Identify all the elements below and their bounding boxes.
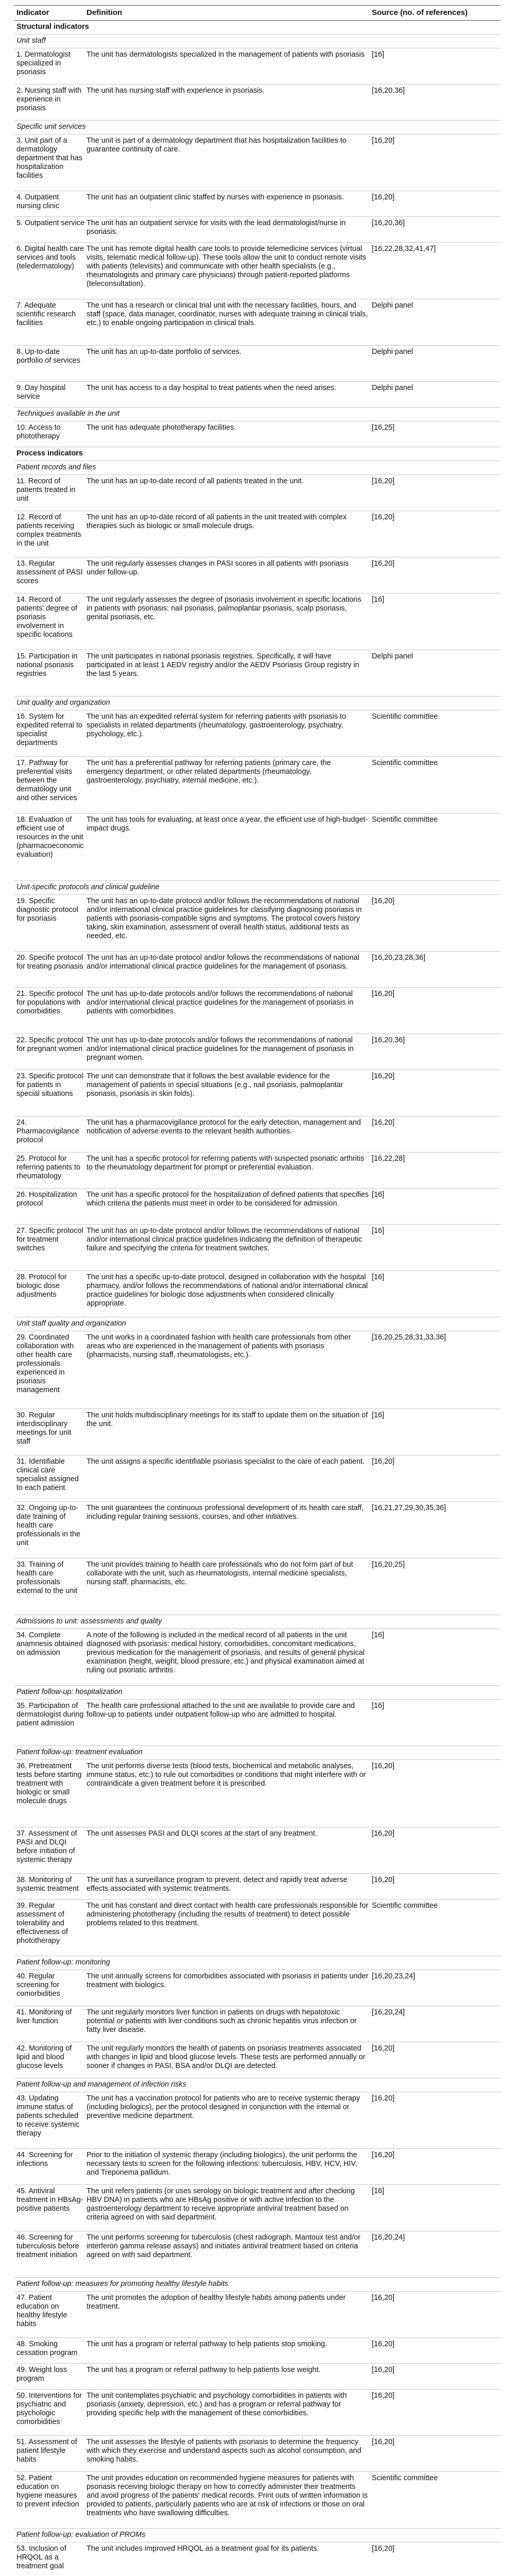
- table-row: [14, 243, 501, 299]
- definition-cell: The unit has up-to-date protocols and/or follows the recommendations of national and/or international clinical practice guidelines for the management of psoriasis in patients with comorbidities.: [87, 990, 354, 1015]
- source-cell: Delphi panel: [372, 652, 414, 660]
- table-header: [14, 5, 501, 21]
- source-cell: [16,22,28,32,41,47]: [372, 245, 436, 253]
- definition-cell: The unit can demonstrate that it follows the best available evidence for the management of patients in special situations (e.g., nail psoriasis, palmoplantar psoriasis, psoriasis in skin folds).: [87, 1072, 344, 1098]
- table-row: [14, 1760, 501, 1827]
- source-cell: [16]: [372, 1702, 385, 1710]
- table-row: [14, 475, 501, 511]
- table-row: [14, 1409, 501, 1455]
- subsection-heading-row: [14, 35, 501, 48]
- header-indicator: Indicator: [16, 8, 49, 17]
- indicator-cell: 50. Interventions for psychiatric and psychologic comorbidities: [16, 2392, 82, 2426]
- indicator-cell: 29. Coordinated collaboration with other health care professionals experienced in psoriasis management: [16, 1333, 74, 1394]
- definition-cell: The unit has a preferential pathway for referring patients (primary care, the emergency department, or other related departments (rheumatology, gastroenterology, psychiatry, internal medicine, etc.).: [87, 759, 331, 785]
- indicator-cell: 12. Record of patients receiving complex treatments in the unit: [16, 513, 81, 548]
- definition-cell: The unit has nursing staff with experience in psoriasis.: [87, 87, 265, 95]
- indicator-cell: 16. System for expedited referral to specialist departments: [16, 713, 82, 747]
- definition-cell: The unit has an up-to-date record of all patients in the unit treated with complex therapies such as biologic or small molecule drugs.: [87, 513, 347, 530]
- source-cell: Scientific committee: [372, 816, 438, 824]
- source-cell: [16,20]: [372, 1458, 395, 1466]
- source-cell: [16,20]: [372, 1072, 395, 1080]
- source-cell: [16,21,27,29,30,35,36]: [372, 1504, 447, 1512]
- definition-cell: The unit has a specific protocol for referring patients with suspected psoriatic arthritis to the rheumatology department for prompt or preferential evaluation.: [87, 1155, 365, 1172]
- definition-cell: The unit contemplates psychiatric and psychology comorbidities in patients with psoriasis (anxiety, depression, etc.) and has a program or referral pathway for providing specific help with the management of these comorbidities.: [87, 2392, 347, 2417]
- indicator-cell: 18. Evaluation of efficient use of resources in the unit (pharmacoeconomic evaluation): [16, 816, 84, 859]
- table-row: [14, 1116, 501, 1153]
- source-cell: [16,20]: [372, 990, 395, 998]
- definition-cell: The unit has a research or clinical trial unit with the necessary facilities, hours, and staff (space, data manager, coordinator, nurses with adequate training in clinical trials, etc.) to enable ongoing participation in clinical trials.: [87, 301, 368, 327]
- table-row: [14, 1874, 501, 1900]
- definition-cell: The unit has access to a day hospital to treat patients when the need arises.: [87, 384, 336, 392]
- definition-cell: The unit assigns a specific identifiable psoriasis specialist to the care of each patient.: [87, 1458, 365, 1466]
- indicator-cell: 38. Monitoring of systemic treatment: [16, 1876, 79, 1893]
- source-cell: [16,20]: [372, 2151, 395, 2159]
- source-cell: [16,20]: [372, 2392, 395, 2400]
- source-cell: [16,25]: [372, 423, 395, 432]
- source-cell: [16,20,25,28,31,33,36]: [372, 1333, 447, 1342]
- definition-cell: The unit performs diverse tests (blood tests, biochemical and metabolic analyses, immune status, etc.) to rule out comorbidities or conditions that might interfere with or contraindicate a given treatment before it is prescribed.: [87, 1762, 366, 1788]
- subsection-heading-row: [14, 1317, 501, 1331]
- table-row: [14, 952, 501, 988]
- table-row: [14, 1070, 501, 1116]
- table-row: [14, 1629, 501, 1686]
- source-cell: Scientific committee: [372, 759, 438, 767]
- table-row: [14, 1153, 501, 1189]
- definition-cell: The unit works in a coordinated fashion with health care professionals from other areas who are experienced in the management of patients with psoriasis (pharmacists, nursing staff, rheumatologists, etc.).: [87, 1333, 351, 1359]
- subsection-heading-row: [14, 121, 501, 134]
- subsection-heading-row: [14, 697, 501, 710]
- table-row: [14, 1189, 501, 1225]
- subsection-heading-row: [14, 461, 501, 475]
- indicator-cell: 9. Day hospital service: [16, 384, 66, 401]
- table-row: [14, 84, 501, 121]
- source-cell: [16,20]: [372, 193, 395, 201]
- table-row: [14, 1331, 501, 1409]
- source-cell: [16,20]: [372, 2438, 395, 2446]
- table-row: [14, 217, 501, 243]
- section-heading-row: [14, 447, 501, 461]
- definition-cell: The unit is part of a dermatology department that has hospitalization facilities to guarantee continuity of care.: [87, 137, 347, 154]
- source-cell: [16]: [372, 50, 385, 59]
- definition-cell: The unit has a surveillance program to prevent, detect and rapidly treat adverse effects associated with systemic treatments.: [87, 1876, 348, 1893]
- indicator-cell: 34. Complete anamnesis obtained on admission: [16, 1631, 83, 1657]
- indicator-cell: 43. Updating immune status of patients scheduled to receive systemic therapy: [16, 2094, 80, 2138]
- source-cell: Delphi panel: [372, 348, 414, 356]
- table-row: [14, 650, 501, 697]
- group-label: Patient follow-up: monitoring: [16, 1958, 110, 1967]
- definition-cell: The unit includes improved HRQOL as a treatment goal for its patients.: [87, 2545, 319, 2553]
- indicator-cell: 8. Up-to-date portfolio of services: [16, 348, 80, 365]
- indicator-cell: 36. Pretreatment tests before starting treatment with biologic or small molecule drugs: [16, 1762, 82, 1805]
- header-source: Source (no. of references): [372, 8, 468, 17]
- source-cell: [16,20,23,28,36]: [372, 954, 426, 962]
- source-cell: Scientific committee: [372, 1902, 438, 1910]
- indicator-cell: 33. Training of health care professionals external to the unit: [16, 1561, 78, 1595]
- indicator-cell: 51. Assessment of patient lifestyle habits: [16, 2438, 77, 2464]
- group-label: Unit-specific protocols and clinical guideline: [16, 883, 160, 891]
- definition-cell: The unit participates in national psoriasis registries. Specifically, it will have participated in at least 1 AEDV registry and/or the AEDV Psoriasis Group registry in the last 5 years.: [87, 652, 359, 678]
- table-row: [14, 1900, 501, 1956]
- table-row: [14, 1558, 501, 1615]
- table-row: [14, 2006, 501, 2042]
- definition-cell: The unit has a pharmacovigilance protocol for the early detection, management and notification of adverse events to the relevant health authorities.: [87, 1118, 361, 1136]
- table-row: [14, 299, 501, 346]
- indicator-cell: 35. Participation of dermatologist during patient admission: [16, 1702, 84, 1727]
- source-cell: Scientific committee: [372, 2474, 438, 2482]
- group-label: Structural indicators: [16, 23, 89, 31]
- definition-cell: The unit has an up-to-date protocol and/or follows the recommendations of national and/or international clinical practice guidelines for the management of psoriasis.: [87, 954, 359, 971]
- group-label: Patient follow-up: hospitalization: [16, 1688, 123, 1696]
- source-cell: Delphi panel: [372, 301, 414, 310]
- definition-cell: The unit refers patients (or uses serology on biologic treatment and after checking HBV DNA) in patients who are HBsAg positive or with active infection to the gastroenterology department to receive appropriate antiviral treatment based on criteria agreed on with said department.: [87, 2187, 355, 2222]
- table-row: [14, 1827, 501, 1874]
- source-cell: [16,20,25]: [372, 1561, 405, 1569]
- indicator-cell: 15. Participation in national psoriasis registries: [16, 652, 78, 678]
- subsection-heading-row: [14, 1615, 501, 1629]
- group-label: Unit staff quality and organization: [16, 1319, 126, 1328]
- subsection-heading-row: [14, 2529, 501, 2543]
- source-cell: Scientific committee: [372, 713, 438, 721]
- definition-cell: The unit guarantees the continuous professional development of its health care staff, including regular training sessions, courses, and other initiatives.: [87, 1504, 364, 1521]
- definition-cell: The unit has a program or referral pathway to help patients lose weight.: [87, 2366, 321, 2374]
- source-cell: [16,20]: [372, 2545, 395, 2553]
- source-cell: [16,20]: [372, 2094, 395, 2103]
- subsection-heading-row: [14, 408, 501, 421]
- indicator-cell: 10. Access to phototherapy: [16, 423, 61, 440]
- table-row: [14, 2364, 501, 2389]
- source-cell: [16,20,23,24]: [372, 1972, 416, 1980]
- table-row: [14, 2472, 501, 2529]
- source-cell: [16,20]: [372, 1118, 395, 1127]
- source-cell: [16,20]: [372, 137, 395, 145]
- source-cell: [16,20]: [372, 2044, 395, 2053]
- indicator-cell: 20. Specific protocol for treating psoriasis: [16, 954, 83, 971]
- subsection-heading-row: [14, 1956, 501, 1970]
- group-label: Patient follow-up: evaluation of PROMs: [16, 2531, 146, 2539]
- definition-cell: The health care professional attached to the unit are available to provide care and follow-up to patients under outpatient follow-up who are admitted to hospital.: [87, 1702, 355, 1719]
- definition-cell: The unit has a program or referral pathway to help patients stop smoking.: [87, 2340, 328, 2348]
- source-cell: [16,20]: [372, 1762, 395, 1770]
- source-cell: [16,20]: [372, 2294, 395, 2302]
- source-cell: [16]: [372, 1631, 385, 1639]
- definition-cell: The unit has an outpatient clinic staffed by nurses with experience in psoriasis.: [87, 193, 344, 201]
- table-row: [14, 2436, 501, 2472]
- source-cell: [16,20]: [372, 1829, 395, 1838]
- table-body: [14, 21, 501, 2576]
- definition-cell: The unit annually screens for comorbidities associated with psoriasis in patients under treatment with biologics.: [87, 1972, 369, 1989]
- definition-cell: The unit has an outpatient service for visits with the lead dermatologist/nurse in psoriasis.: [87, 219, 346, 236]
- source-cell: [16,20,36]: [372, 1036, 405, 1044]
- source-cell: [16]: [372, 1273, 385, 1281]
- group-label: Process indicators: [16, 449, 83, 457]
- table-row: [14, 2543, 501, 2576]
- group-label: Patient follow-up and management of infection risks: [16, 2080, 186, 2089]
- indicator-cell: 32. Ongoing up-to-date training of health care professionals in the unit: [16, 1504, 80, 1547]
- indicator-cell: 37. Assessment of PASI and DLQI before initiation of systemic therapy: [16, 1829, 77, 1864]
- source-cell: [16,20]: [372, 477, 395, 485]
- subsection-heading-row: [14, 2078, 501, 2092]
- indicator-cell: 31. Identifiable clinical care specialist assigned to each patient: [16, 1458, 79, 1492]
- indicator-cell: 22. Specific protocol for pregnant women: [16, 1036, 83, 1053]
- definition-cell: The unit regularly monitors the health of patients on psoriasis treatments associated with changes in lipid and blood glucose levels. These tests are performed annually or sooner if changes in PASI, BSA and/or DLQI are detected.: [87, 2044, 366, 2070]
- indicator-cell: 41. Monitoring of liver function: [16, 2008, 72, 2025]
- indicator-cell: 49. Weight loss program: [16, 2366, 67, 2383]
- definition-cell: The unit has an expedited referral system for referring patients with psoriasis to specialists in related departments (rheumatology, gastroenterology, psychiatry, psychology, etc.).: [87, 713, 346, 738]
- indicator-cell: 30. Regular interdisciplinary meetings for unit staff: [16, 1411, 72, 1446]
- definition-cell: The unit has remote digital health care tools to provide telemedicine services (virtual visits, telematic medical follow-up). These tools allow the unit to conduct remote visits with patients (televisits) and communicate with other health specialists (e.g., rheumatologists and primary care physicians) through patient-reported platforms (teleconsultation).: [87, 245, 366, 288]
- indicator-cell: 6. Digital health care services and tools (teledermatology): [16, 245, 84, 270]
- indicator-cell: 44. Screening for infections: [16, 2151, 73, 2168]
- indicator-cell: 27. Specific protocol for treatment switches: [16, 1227, 83, 1252]
- table-row: [14, 2292, 501, 2338]
- group-label: Unit staff: [16, 37, 46, 45]
- group-label: Patient follow-up: measures for promoting healthy lifestyle habits: [16, 2280, 229, 2288]
- source-cell: [16,20]: [372, 513, 395, 521]
- indicator-cell: 17. Pathway for preferential visits between the dermatology unit and other services: [16, 759, 77, 802]
- indicator-cell: 46. Screening for tuberculosis before treatment initiation: [16, 2233, 79, 2259]
- definition-cell: The unit has an up-to-date portfolio of services.: [87, 348, 242, 356]
- indicators-table: [14, 5, 501, 2576]
- definition-cell: Prior to the initiation of systemic therapy (including biologics), the unit performs the necessary tests to screen for the following infections: tuberculosis, HBV, HCV, HIV, and Treponema pallidum.: [87, 2151, 357, 2177]
- table-row: [14, 2149, 501, 2185]
- table-row: [14, 710, 501, 757]
- definition-cell: The unit has up-to-date protocols and/or follows the recommendations of national and/or international clinical practice guidelines for the management of psoriasis in pregnant women.: [87, 1036, 354, 1062]
- definition-cell: The unit has tools for evaluating, at least once a year, the efficient use of high-budget-impact drugs.: [87, 816, 368, 833]
- subsection-heading-row: [14, 1746, 501, 1760]
- table-row: [14, 895, 501, 952]
- indicator-cell: 53. Inclusion of HRQOL as a treatment goal: [16, 2545, 66, 2570]
- table-row: [14, 191, 501, 217]
- source-cell: [16]: [372, 1411, 385, 1419]
- indicator-cell: 1. Dermatologist specialized in psoriasis: [16, 50, 71, 76]
- indicator-cell: 40. Regular screening for comorbidities: [16, 1972, 60, 1998]
- table-row: [14, 1034, 501, 1070]
- indicator-cell: 25. Protocol for referring patients to rheumatology: [16, 1155, 80, 1180]
- group-label: Admissions to unit: assessments and quality: [16, 1617, 162, 1625]
- indicator-cell: 48. Smoking cessation program: [16, 2340, 78, 2357]
- indicator-cell: 39. Regular assessment of tolerability and effectiveness of phototherapy: [16, 1902, 68, 1945]
- definition-cell: The unit has an up-to-date record of all patients treated in the unit.: [87, 477, 304, 485]
- table-row: [14, 1225, 501, 1271]
- subsection-heading-row: [14, 1686, 501, 1700]
- indicator-cell: 11. Record of patients treated in unit: [16, 477, 76, 503]
- table-row: [14, 421, 501, 447]
- source-cell: [16,20,36]: [372, 87, 405, 95]
- source-cell: [16]: [372, 1191, 385, 1199]
- indicator-cell: 47. Patient education on healthy lifestyle habits: [16, 2294, 67, 2328]
- group-label: Techniques available in the unit: [16, 410, 120, 418]
- header-definition: Definition: [87, 8, 123, 17]
- source-cell: [16]: [372, 596, 385, 604]
- indicator-cell: 42. Monitoring of lipid and blood glucose levels: [16, 2044, 72, 2070]
- indicator-cell: 24. Pharmacovigilance protocol: [16, 1118, 79, 1144]
- indicator-cell: 19. Specific diagnostic protocol for psoriasis: [16, 897, 78, 923]
- indicator-cell: 28. Protocol for biologic dose adjustments: [16, 1273, 67, 1299]
- table-row: [14, 1970, 501, 2006]
- definition-cell: The unit promotes the adoption of healthy lifestyle habits among patients under treatment.: [87, 2294, 346, 2311]
- indicator-cell: 4. Outpatient nursing clinic: [16, 193, 60, 210]
- table-row: [14, 2092, 501, 2149]
- section-heading-row: [14, 21, 501, 35]
- table-row: [14, 1502, 501, 1558]
- source-cell: Delphi panel: [372, 384, 414, 392]
- definition-cell: A note of the following is included in the medical record of all patients in the unit diagnosed with psoriasis: medical history, comorbidities, concomitant medications, previous medication for the management of psoriasis, and results of general physical examination (height, weight, blood pressure, etc.) and physical examination aimed at ruling out psoriatic arthritis.: [87, 1631, 365, 1674]
- definition-cell: The unit has constant and direct contact with health care professionals responsible for administering phototherapy (including the results of treatment) to detect possible problems related to this treatment.: [87, 1902, 369, 1927]
- definition-cell: The unit has a vaccination protocol for patients who are to receive systemic therapy (including biologics), per the protocol designed in conjunction with the internal or preventive medicine department.: [87, 2094, 360, 2120]
- source-cell: [16]: [372, 2187, 385, 2195]
- table-row: [14, 814, 501, 881]
- table-row: [14, 594, 501, 650]
- definition-cell: The unit has an up-to-date protocol and/or follows the recommendations of national and/or international clinical practice guidelines indicating the definition of therapeutic failure and specifying the criteria for treatment switches.: [87, 1227, 363, 1252]
- source-cell: [16,20]: [372, 897, 395, 905]
- table-row: [14, 2185, 501, 2231]
- source-cell: [16,20]: [372, 2366, 395, 2374]
- source-cell: [16,20,36]: [372, 219, 405, 227]
- definition-cell: The unit regularly assesses changes in PASI scores in all patients with psoriasis under follow-up.: [87, 560, 349, 577]
- source-cell: [16,20]: [372, 1876, 395, 1884]
- source-cell: [16,22,28]: [372, 1155, 405, 1163]
- definition-cell: The unit assesses PASI and DLQI scores at the start of any treatment.: [87, 1829, 317, 1838]
- source-cell: [16,20]: [372, 2340, 395, 2348]
- table-row: [14, 1271, 501, 1317]
- group-label: Patient records and files: [16, 463, 96, 471]
- indicator-cell: 23. Specific protocol for patients in special situations: [16, 1072, 83, 1098]
- source-cell: [16,20]: [372, 560, 395, 568]
- definition-cell: The unit has a specific protocol for the hospitalization of defined patients that specifies which criteria the patients must meet in order to be considered for admission.: [87, 1191, 369, 1208]
- table-row: [14, 134, 501, 191]
- indicator-cell: 14. Record of patients' degree of psoriasis involvement in specific locations: [16, 596, 77, 639]
- table-row: [14, 1700, 501, 1746]
- definition-cell: The unit holds multidisciplinary meetings for its staff to update them on the situation of the unit.: [87, 1411, 368, 1428]
- definition-cell: The unit provides education on recommended hygiene measures for patients with psoriasis receiving biologic therapy on how to correctly administer their treatments and avoid progress of the patients' medical records. Print outs of written information is provided to patients, particularly patients who are at risk of infections or those on oral treatments who have swallowing difficulties.: [87, 2474, 368, 2517]
- definition-cell: The unit has a specific up-to-date protocol, designed in collaboration with the hospital pharmacy, and/or follows the recommendations of national and/or international clinical practice guidelines for biologic dose adjustments when considered clinically appropriate.: [87, 1273, 368, 1308]
- indicator-cell: 52. Patient education on hygiene measures to prevent infection: [16, 2474, 79, 2509]
- definition-cell: The unit has dermatologists specialized in the management of patients with psoriasis: [87, 50, 365, 59]
- definition-cell: The unit assesses the lifestyle of patients with psoriasis to determine the frequency with which they exercise and understand aspects such as alcohol consumption, and smoking habits.: [87, 2438, 362, 2464]
- indicator-cell: 5. Outpatient service: [16, 219, 84, 227]
- indicator-cell: 3. Unit part of a dermatology department that has hospitalization facilities: [16, 137, 82, 180]
- definition-cell: The unit performs screening for tuberculosis (chest radiograph, Mantoux test and/or interferon gamma release assays) and initiates antiviral treatment based on criteria agreed on with said department.: [87, 2233, 360, 2259]
- table-row: [14, 988, 501, 1034]
- definition-cell: The unit regularly monitors liver function in patients on drugs with hepatotoxic potential or patients with liver conditions such as chronic hepatitis virus infection or fatty liver disease.: [87, 2008, 357, 2034]
- source-cell: [16,20,24]: [372, 2233, 405, 2242]
- table-row: [14, 511, 501, 557]
- indicator-cell: 26. Hospitalization protocol: [16, 1191, 77, 1208]
- subsection-heading-row: [14, 881, 501, 895]
- table-row: [14, 2042, 501, 2078]
- indicator-cell: 21. Specific protocol for populations with comorbidities: [16, 990, 83, 1015]
- table-row: [14, 2338, 501, 2364]
- table-row: [14, 2389, 501, 2436]
- table-row: [14, 48, 501, 84]
- definition-cell: The unit has an up-to-date protocol and/or follows the recommendations of national and/or international clinical practice guidelines for classifying diagnosing psoriasis in patients with psoriasis-compatible signs and symptoms. The protocol covers history taking, skin examination, assessment of overall health status, additional tests as needed, etc.: [87, 897, 362, 940]
- source-cell: [16]: [372, 1227, 385, 1235]
- table-row: [14, 557, 501, 594]
- table-row: [14, 1455, 501, 1502]
- definition-cell: The unit has adequate phototherapy facilities.: [87, 423, 236, 432]
- table-row: [14, 346, 501, 382]
- subsection-heading-row: [14, 2278, 501, 2292]
- group-label: Unit quality and organization: [16, 699, 110, 707]
- definition-cell: The unit provides training to health care professionals who do not form part of but collaborate with the unit, such as rheumatologists, internal medicine specialists, nursing staff, pharmacists, etc.: [87, 1561, 353, 1586]
- table-row: [14, 2231, 501, 2278]
- group-label: Patient follow-up: treatment evaluation: [16, 1748, 143, 1756]
- indicator-cell: 7. Adequate scientific research facilities: [16, 301, 76, 327]
- indicator-cell: 13. Regular assessment of PASI scores: [16, 560, 83, 585]
- table-row: [14, 757, 501, 814]
- table-row: [14, 382, 501, 408]
- group-label: Specific unit services: [16, 123, 86, 131]
- indicator-cell: 45. Antiviral treatment in HBsAg-positive patients: [16, 2187, 83, 2213]
- indicator-cell: 2. Nursing staff with experience in psoriasis: [16, 87, 82, 112]
- definition-cell: The unit regularly assesses the degree of psoriasis involvement in specific locations in patients with psoriasis: nail psoriasis, palmoplantar psoriasis, scalp psoriasis, genital psoriasis, etc.: [87, 596, 362, 621]
- source-cell: [16,20,24]: [372, 2008, 405, 2016]
